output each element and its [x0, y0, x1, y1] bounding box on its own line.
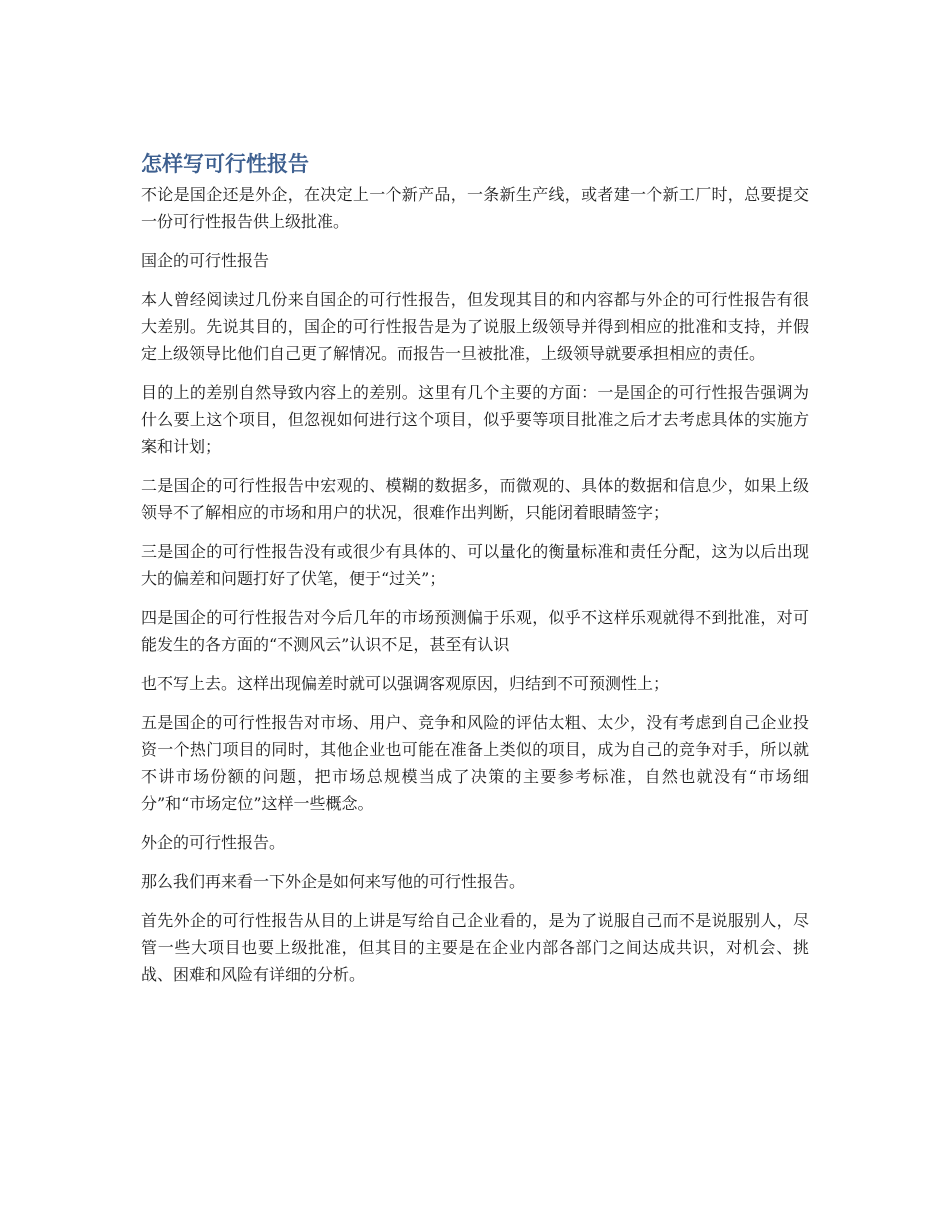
page-title: 怎样写可行性报告: [141, 152, 309, 176]
paragraph-point-four-continued: 也不写上去。这样出现偏差时就可以强调客观原因，归结到不可预测性上；: [141, 674, 670, 693]
section-heading-foreign: 外企的可行性报告。: [141, 833, 286, 852]
paragraph-point-five: 五是国企的可行性报告对市场、用户、竞争和风险的评估太粗、太少，没有考虑到自己企业投资一个热门项目的同时，其他企业也可能在准备上类似的项目，成为自己的竞争对手，所以就不讲市场份额的问题，把市场总规模当成了决策的主要参考标准，自然也就没有“市场细分”和“市场定位”这样一些概念。: [141, 713, 809, 813]
document-page: [141, 148, 809, 1000]
paragraph-point-four: 四是国企的可行性报告对今后几年的市场预测偏于乐观，似乎不这样乐观就得不到批准，对可能发生的各方面的“不测风云”认识不足，甚至有认识: [141, 608, 809, 654]
paragraph-foreign-intro: 那么我们再来看一下外企是如何来写他的可行性报告。: [141, 872, 526, 891]
paragraph-point-three: 三是国企的可行性报告没有或很少有具体的、可以量化的衡量标准和责任分配，这为以后出现大的偏差和问题打好了伏笔，便于“过关”；: [141, 542, 809, 588]
paragraph-state-owned-purpose: 本人曾经阅读过几份来自国企的可行性报告，但发现其目的和内容都与外企的可行性报告有很大差别。先说其目的，国企的可行性报告是为了说服上级领导并得到相应的批准和支持，并假定上级领导比他们自己更了解情况。而报告一旦被批准，上级领导就要承担相应的责任。: [141, 290, 809, 363]
paragraph-point-one: 目的上的差别自然导致内容上的差别。这里有几个主要的方面：一是国企的可行性报告强调为什么要上这个项目，但忽视如何进行这个项目，似乎要等项目批准之后才去考虑具体的实施方案和计划；: [141, 383, 809, 456]
paragraph-foreign-purpose: 首先外企的可行性报告从目的上讲是写给自己企业看的，是为了说服自己而不是说服别人，尽管一些大项目也要上级批准，但其目的主要是在企业内部各部门之间达成共识，对机会、挑战、困难和风险有详细的分析。: [141, 911, 809, 984]
section-heading-state-owned: 国企的可行性报告: [141, 251, 270, 270]
paragraph-intro: 不论是国企还是外企，在决定上一个新产品，一条新生产线，或者建一个新工厂时，总要提交一份可行性报告供上级批准。: [141, 185, 809, 231]
paragraph-point-two: 二是国企的可行性报告中宏观的、模糊的数据多，而微观的、具体的数据和信息少，如果上级领导不了解相应的市场和用户的状况，很难作出判断，只能闭着眼睛签字；: [141, 476, 809, 522]
